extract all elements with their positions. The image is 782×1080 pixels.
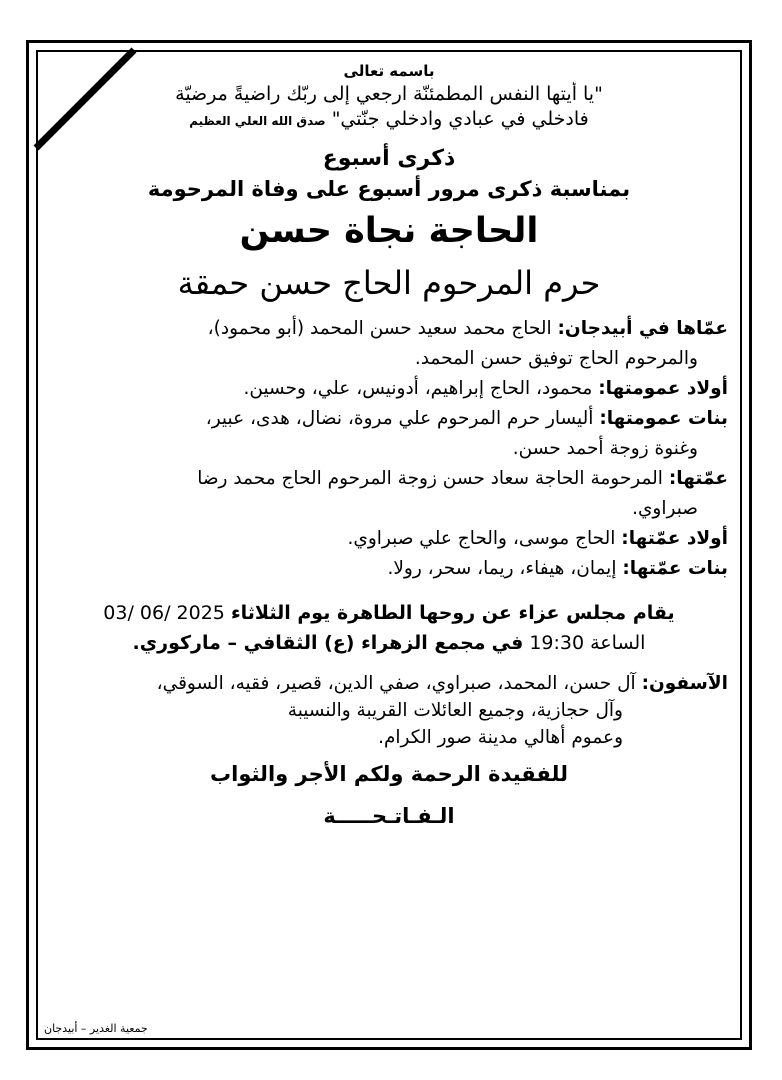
relative-line: أولاد عمومتها: محمود، الحاج إبراهيم، أدونيس، علي، وحسين.	[243, 378, 728, 399]
occasion-subtitle: بمناسبة ذكرى مرور أسبوع على وفاة المرحومة	[147, 177, 631, 201]
relative-line: بنات عمّتها: إيمان، هيفاء، ريما، سحر، رولا.	[387, 558, 728, 579]
verse-line-1: "يا أيتها النفس المطمئنّة ارجعي إلى ربّك راضيةً مرضيّة	[175, 83, 603, 105]
relative-line: صبراوي.	[632, 498, 698, 519]
gathering-line-1: يقام مجلس عزاء عن روحها الطاهرة يوم الثلاثاء 03/ 06/ 2025	[103, 602, 675, 624]
gathering-line-2: الساعة 19:30 في مجمع الزهراء (ع) الثقافي – ماركوري.	[132, 632, 646, 654]
verse-text: فادخلي في عبادي وادخلي جنّتي"	[331, 108, 589, 130]
relative-line: والمرحوم الحاج توفيق حسن المحمد.	[414, 348, 698, 369]
wife-of: حرم المرحوم الحاج حسن حمقة	[177, 264, 601, 302]
verse-line-2	[50, 107, 728, 134]
mourners-line-1: الآسفون: آل حسن، المحمد، صبراوي، صفي الدين، قصير، فقيه، السوقي،	[156, 673, 728, 694]
relative-line: وغنوة زوجة أحمد حسن.	[512, 438, 698, 459]
relative-line: عمّاها في أبيدجان: الحاج محمد سعيد حسن المحمد (أبو محمود)،	[207, 318, 728, 339]
mourners-list	[50, 670, 728, 751]
gathering-info	[50, 598, 728, 658]
relatives-list	[50, 314, 728, 584]
bismihi-heading: باسمه تعالى	[343, 62, 435, 80]
mourners-line-3: وعموم أهالي مدينة صور الكرام.	[378, 727, 623, 748]
mourners-line-2: وآل حجازية، وجميع العائلات القريبة والنسيبة	[287, 700, 623, 721]
closing-phrase: للفقيدة الرحمة ولكم الأجر والثواب	[210, 762, 568, 786]
fatiha-text: الـفـاتـحـــــة	[323, 804, 455, 828]
occasion-title: ذكرى أسبوع	[322, 146, 456, 171]
obituary-content	[50, 56, 728, 831]
relative-line: عمّتها: المرحومة الحاجة سعاد حسن زوجة المرحوم الحاج محمد رضا	[197, 468, 728, 489]
relative-line: بنات عمومتها: أليسار حرم المرحوم علي مروة، نضال، هدى، عبير،	[205, 408, 728, 429]
deceased-name: الحاجة نجاة حسن	[239, 211, 539, 251]
relative-line: أولاد عمّتها: الحاج موسى، والحاج علي صبراوي.	[347, 528, 728, 549]
verse-tail: صدق الله العلي العظيم	[189, 114, 326, 128]
footer-credit: جمعية الغدير – أبيدجان	[44, 1022, 148, 1035]
